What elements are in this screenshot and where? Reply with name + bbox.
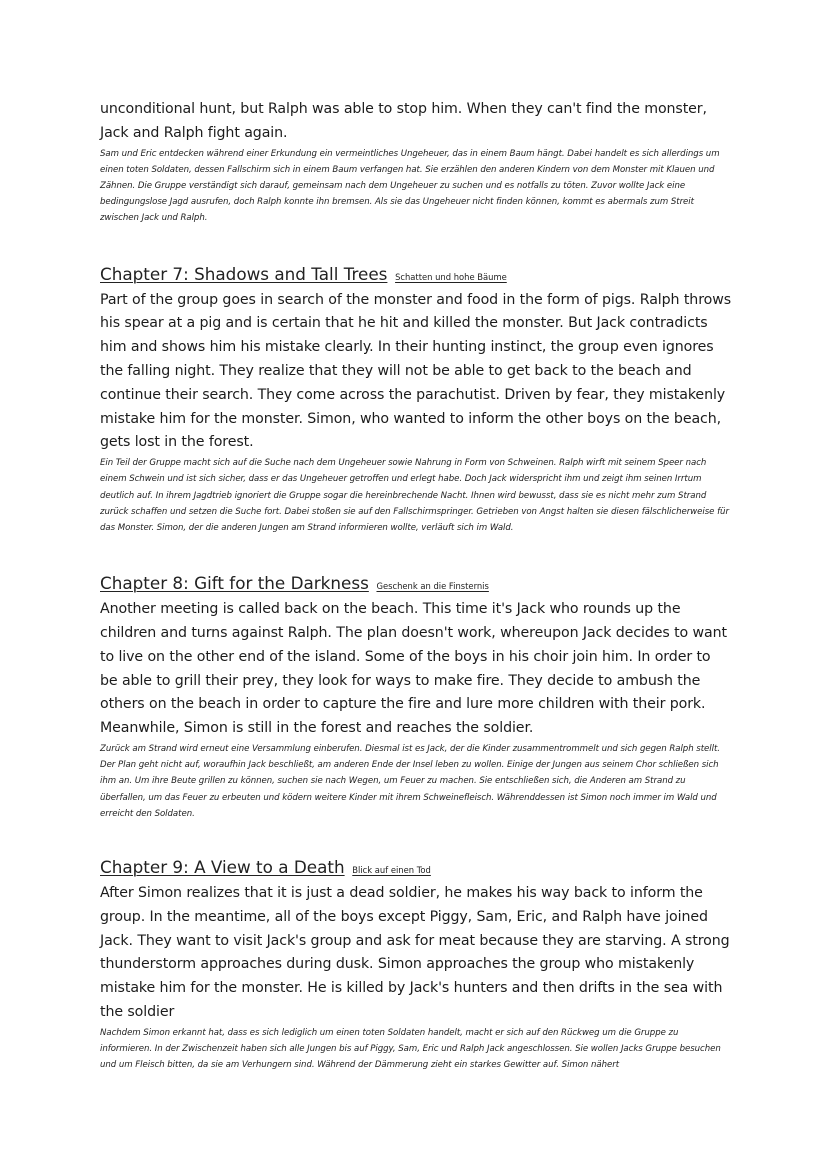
- document-page: [100, 98, 732, 1073]
- chapter-9-german-text: Nachdem Simon erkannt hat, dass es sich lediglich um einen toten Soldaten handelt, macht er sich auf den Rückweg um die Gruppe zu informieren. In der Zwischenzeit haben sich alle Jungen bis auf Piggy, Sam, Eric und Ralph Jack angeschlossen. Sie wollen Jacks Gruppe besuchen und um Fleisch bitten, da sie am Verhungern sind. Während der Dämmerung zieht ein starkes Gewitter auf. Simon nähert: [100, 1027, 721, 1071]
- chapter-8-subtitle: Geschenk an die Finsternis: [376, 581, 489, 592]
- chapter-8-german-text: Zurück am Strand wird erneut eine Versammlung einberufen. Diesmal ist es Jack, der die Kinder zusammentrommelt und sich gegen Ralph stellt. Der Plan geht nicht auf, woraufhin Jack beschließt, am anderen Ende der Insel leben zu wollen. Einige der Jungen aus seinem Chor schließen sich ihm an. Um ihre Beute grillen zu können, suchen sie nach Wegen, um Feuer zu machen. Sie entschließen sich, die Anderen am Strand zu überfallen, um das Feuer zu erbeuten und ködern weitere Kinder mit ihrem Schweinefleisch. Währenddessen ist Simon noch immer im Wald und erreicht den Soldaten.: [100, 743, 720, 819]
- chapter-7-german-text: Ein Teil der Gruppe macht sich auf die Suche nach dem Ungeheuer sowie Nahrung in Form von Schweinen. Ralph wirft mit seinem Speer nach einem Schwein und ist sich sicher, dass er das Ungeheuer getroffen und erlegt habe. Doch Jack widerspricht ihm und zeigt ihm seinen Irrtum deutlich auf. In ihrem Jagdtrieb ignoriert die Gruppe sogar die hereinbrechende Nacht. Ihnen wird bewusst, dass sie es nicht mehr zum Strand zurück schaffen und setzen die Suche fort. Dabei stoßen sie auf den Fallschirmspringer. Getrieben von Angst halten sie diesen fälschlicherweise für das Monster. Simon, der die anderen Jungen am Strand informieren wollte, verläuft sich im Wald.: [100, 458, 729, 533]
- chapter-8-heading: [100, 569, 732, 598]
- chapter-7-heading: [100, 260, 732, 289]
- intro-english-text: unconditional hunt, but Ralph was able to stop him. When they can't find the monster, Jack and Ralph fight again.: [100, 101, 707, 141]
- chapter-8-title: Chapter 8: Gift for the Darkness: [100, 573, 369, 594]
- intro-section: [100, 98, 732, 227]
- chapter-7-title: Chapter 7: Shadows and Tall Trees: [100, 263, 388, 284]
- chapter-9-english-text: After Simon realizes that it is just a dead soldier, he makes his way back to inform the group. In the meantime, all of the boys except Piggy, Sam, Eric, and Ralph have joined Jack. They want to visit Jack's group and ask for meat because they are starving. A strong thunderstorm approaches during dusk. Simon approaches the group who mistakenly mistake him for the monster. He is killed by Jack's hunters and then drifts in the sea with the soldier: [100, 885, 730, 1020]
- intro-german-text: Sam und Eric entdecken während einer Erkundung ein vermeintliches Ungeheuer, das in einem Baum hängt. Dabei handelt es sich allerdings um einen toten Soldaten, dessen Fallschirm sich in einem Baum verfangen hat. Sie erzählen den anderen Kindern von dem Monster mit Klauen und Zähnen. Die Gruppe verständigt sich darauf, gemeinsam nach dem Ungeheuer zu suchen und es notfalls zu töten. Zuvor wollte Jack eine bedingungslose Jagd ausrufen, doch Ralph konnte ihn bremsen. Als sie das Ungeheuer nicht finden können, kommt es abermals zum Streit zwischen Jack und Ralph.: [100, 148, 720, 224]
- chapter-9-heading: [100, 853, 732, 882]
- chapter-7-english-text: Part of the group goes in search of the monster and food in the form of pigs. Ralph throws his spear at a pig and is certain that he hit and killed the monster. But Jack contradicts him and shows him his mistake clearly. In their hunting instinct, the group even ignores the falling night. They realize that they will not be able to get back to the beach and continue their search. They come across the parachutist. Driven by fear, they mistakenly mistake him for the monster. Simon, who wanted to inform the other boys on the beach, gets lost in the forest.: [100, 291, 731, 451]
- chapter-9-subtitle: Blick auf einen Tod: [352, 865, 431, 875]
- chapter-7-subtitle: Schatten und hohe Bäume: [395, 271, 507, 282]
- chapter-7-section: [100, 260, 732, 537]
- chapter-8-section: [100, 569, 732, 822]
- chapter-8-english-text: Another meeting is called back on the beach. This time it's Jack who rounds up the children and turns against Ralph. The plan doesn't work, whereupon Jack decides to want to live on the other end of the island. Some of the boys in his choir join him. In order to be able to grill their prey, they look for ways to make fire. They decide to ambush the others on the beach in order to capture the fire and lure more children with their pork. Meanwhile, Simon is still in the forest and reaches the soldier.: [100, 601, 727, 737]
- chapter-9-section: [100, 853, 732, 1073]
- chapter-9-title: Chapter 9: A View to a Death: [100, 857, 345, 877]
